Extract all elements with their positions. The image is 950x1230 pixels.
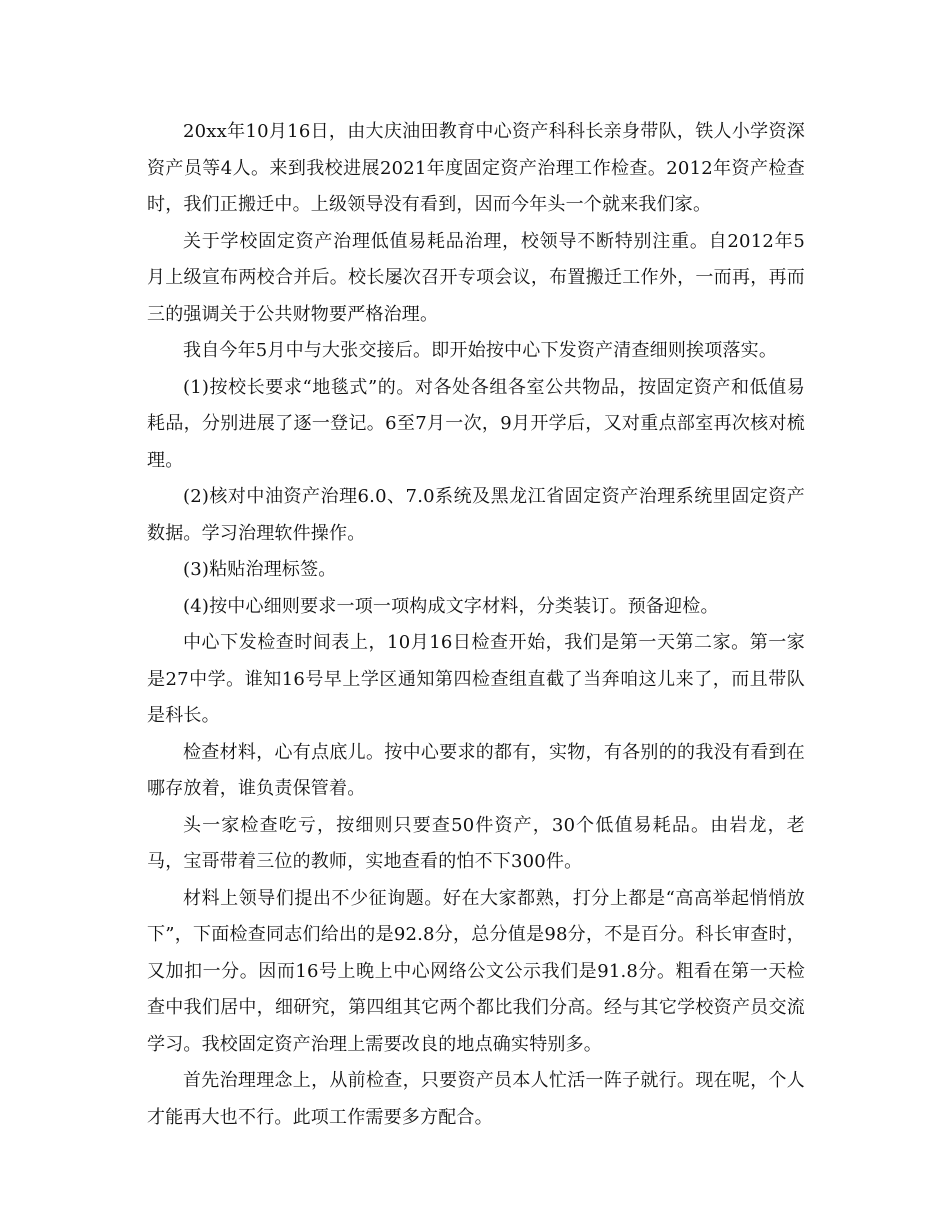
paragraph-7: (4)按中心细则要求一项一项构成文字材料，分类装订。预备迎检。: [183, 595, 719, 617]
paragraph-8: 中心下发检查时间表上，10月16日检查开始，我们是第一天第二家。第一家是27中学。谁知16号早上学区通知第四检查组直截了当奔咱这儿来了，而且带队是科长。: [147, 632, 805, 726]
paragraph-5: (2)核对中油资产治理6.0、7.0系统及黑龙江省固定资产治理系统里固定资产数据。学习治理软件操作。: [147, 486, 805, 544]
paragraph-12: 首先治理理念上，从前检查，只要资产员本人忙活一阵子就行。现在呢，个人才能再大也不行。此项工作需要多方配合。: [147, 1070, 805, 1128]
paragraph-4: (1)按校长要求“地毯式”的。对各处各组各室公共物品，按固定资产和低值易耗品，分别进展了逐一登记。6至7月一次，9月开学后，又对重点部室再次核对梳理。: [147, 376, 805, 471]
paragraph-3: 我自今年5月中与大张交接后。即开始按中心下发资产清查细则挨项落实。: [183, 340, 778, 361]
paragraph-1: 20xx年10月16日，由大庆油田教育中心资产科科长亲身带队，铁人小学资深资产员等4人。来到我校进展2021年度固定资产治理工作检查。2012年资产检查时，我们正搬迁中。上级领导没有看到，因而今年头一个就来我们家。: [147, 121, 805, 215]
paragraph-6: (3)粘贴治理标签。: [183, 559, 337, 580]
paragraph-9: 检查材料，心有点底儿。按中心要求的都有，实物，有各别的的我没有看到在哪存放着，谁负责保管着。: [147, 741, 805, 799]
document-body: [147, 114, 805, 1136]
paragraph-11: 材料上领导们提出不少征询题。好在大家都熟，打分上都是“高高举起悄悄放下”，下面检查同志们给出的是92.8分，总分值是98分，不是百分。科长审查时，又加扣一分。因而16号上晚上中心网络公文公示我们是91.8分。粗看在第一天检查中我们居中，细研究，第四组其它两个都比我们分高。经与其它学校资产员交流学习。我校固定资产治理上需要改良的地点确实特别多。: [147, 887, 805, 1055]
paragraph-10: 头一家检查吃亏，按细则只要查50件资产，30个低值易耗品。由岩龙，老马，宝哥带着三位的教师，实地查看的怕不下300件。: [147, 814, 805, 872]
paragraph-2: 关于学校固定资产治理低值易耗品治理，校领导不断特别注重。自2012年5月上级宣布两校合并后。校长屡次召开专项会议，布置搬迁工作外，一而再，再而三的强调关于公共财物要严格治理。: [147, 230, 805, 325]
